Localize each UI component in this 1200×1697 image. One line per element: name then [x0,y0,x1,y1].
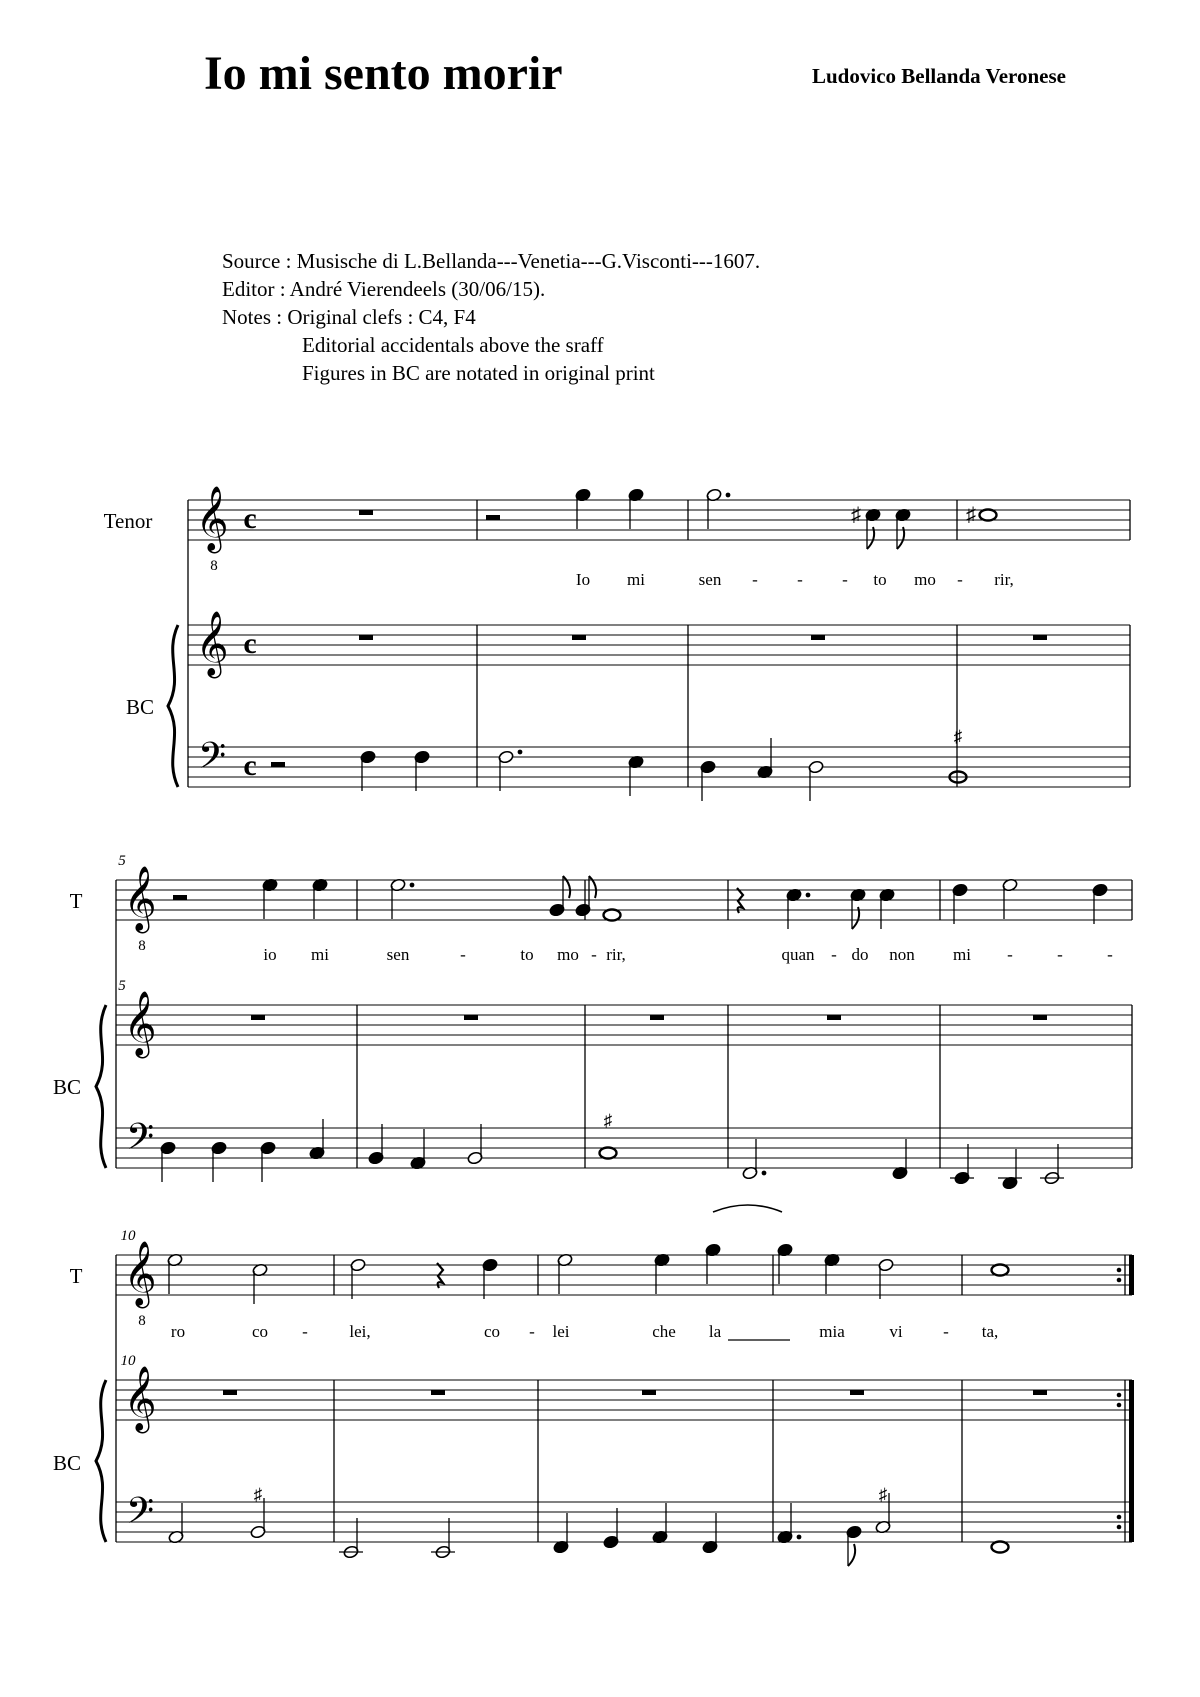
lyric-syllable: io [263,945,277,964]
note-q [757,738,773,779]
flag [848,1544,855,1566]
note-e [549,876,570,917]
final-barline [1129,1255,1134,1295]
note-h [808,760,824,801]
whole-rest [223,1390,237,1395]
notes-line-figures: Figures in BC are notated in original print [302,361,655,385]
lyric-syllable: rir, [606,945,626,964]
note-q [553,1513,569,1554]
notes-line: Notes : Original clefs : C4, F4 [222,305,476,329]
note-q [824,1253,840,1294]
half-rest [271,762,285,767]
half-rest [173,895,187,900]
lyric-syllable: ro [170,1322,186,1341]
dot [806,893,811,898]
part-label-bc: BC [125,695,155,719]
repeat-dot [1117,1278,1122,1283]
staff [116,1502,1132,1542]
lyric-syllable: - [591,945,597,964]
piece-title: Io mi sento morir [204,47,563,100]
lyric-syllable: mia [819,1322,845,1341]
measure-number: 5 [118,978,126,994]
part-label-tenor: T [69,889,83,913]
lyric-syllable: to [873,570,887,589]
lyric-syllable: lei [552,1322,570,1341]
note-q [777,1503,801,1544]
lyric-syllable: - [957,570,963,589]
lyric-syllable: - [1107,945,1113,964]
note-q [211,1141,227,1182]
staff [188,625,1130,665]
brace-icon [96,1380,106,1542]
staff [116,1380,1132,1420]
staff [116,1255,1132,1295]
lyric-syllable: sen [386,945,410,964]
lyric-syllable: mi [953,945,971,964]
note-q [262,878,278,919]
brace-icon [96,1005,106,1168]
lyric-syllable: che [652,1322,676,1341]
whole-rest [1033,1390,1047,1395]
lyric-syllable: - [529,1322,535,1341]
note-h [1040,1144,1064,1185]
note-q [309,1119,325,1160]
lyric-syllable: co [483,1322,501,1341]
dot [410,883,415,888]
note-w [992,1265,1009,1276]
note-h [339,1518,363,1559]
note-w [992,1542,1009,1553]
note-q [410,1129,426,1170]
lyric-syllable: mo [557,945,579,964]
note-q [950,1144,974,1185]
note-e [851,504,881,549]
lyric-syllable: - [302,1322,308,1341]
lyric-syllable: - [752,570,758,589]
lyric-syllable: - [842,570,848,589]
staff [188,747,1130,787]
note-q [652,1503,668,1544]
whole-rest [572,635,586,640]
note-q [998,1149,1022,1190]
part-label-tenor: Tenor [103,509,153,533]
lyric-syllable: mi [311,945,329,964]
figured-bass: ♯ [603,1111,613,1130]
lyric-syllable: - [460,945,466,964]
dot [726,493,731,498]
tie [713,1205,782,1212]
note-q [482,1258,498,1299]
repeat-dot [1117,1525,1122,1530]
lyric-syllable: - [943,1322,949,1341]
note-q [952,883,968,924]
note-h [431,1518,455,1559]
note-q [892,1139,908,1180]
staff [116,1005,1132,1045]
note-h [350,1258,366,1299]
lyric-syllable: Io [575,570,591,589]
note-q [628,755,644,796]
lyric-syllable: - [1057,945,1063,964]
note-q [160,1141,176,1182]
part-label-bc: BC [52,1451,82,1475]
note-h [878,1258,894,1299]
treble-clef-icon: 𝄞 [123,868,157,930]
whole-rest [251,1015,265,1020]
note-q [654,1253,670,1294]
note-q [628,488,644,529]
note-q [260,1141,276,1182]
notehead [992,1542,1009,1553]
measure-number: 10 [120,1228,136,1244]
whole-rest [359,635,373,640]
dot [762,1171,767,1176]
note-q [700,760,716,801]
notes-line-accidentals: Editorial accidentals above the sraff [302,333,604,357]
treble-clef-icon: 𝄞 [195,613,229,675]
note-q [786,888,810,929]
measure-number: 5 [118,853,126,869]
note-h [1002,878,1018,919]
note-q [603,1508,619,1549]
whole-rest [359,510,373,515]
lyric-syllable: non [889,945,915,964]
note-w [966,504,997,526]
notehead [600,1148,617,1159]
final-barline [1129,1380,1134,1542]
lyric-syllable: sen [698,570,722,589]
lyric-syllable: ta, [981,1322,999,1341]
lyric-syllable: vi [889,1322,903,1341]
lyric-syllable: to [520,945,534,964]
lyric-syllable: rir, [994,570,1014,589]
dot [797,1535,802,1540]
lyric-syllable: mi [627,570,645,589]
note-q [360,750,376,791]
half-rest [486,515,500,520]
editor-line: Editor : André Vierendeels (30/06/15). [222,277,546,301]
flag [563,876,570,898]
lyric-syllable: co [251,1322,269,1341]
whole-rest [650,1015,664,1020]
notehead [980,510,997,521]
note-q [879,888,895,929]
repeat-dot [1117,1393,1122,1398]
lyric-syllable: - [797,570,803,589]
whole-rest [464,1015,478,1020]
figured-bass: ♯ [878,1485,888,1504]
time-signature: c [243,502,257,535]
source-line: Source : Musische di L.Bellanda---Venetia---G.Visconti---1607. [222,249,761,273]
note-q [312,878,328,919]
note-q [414,750,430,791]
note-h [390,878,415,919]
repeat-dot [1117,1268,1122,1273]
part-label-tenor: T [69,1264,83,1288]
time-signature: c [243,627,257,660]
dot [518,750,523,755]
note-h [498,750,522,791]
flag [589,876,596,898]
note-e [895,508,911,549]
note-h [742,1139,766,1180]
note-q [702,1513,718,1554]
figured-bass: ♯ [253,1485,263,1504]
whole-rest [431,1390,445,1395]
whole-rest [850,1390,864,1395]
notehead [992,1265,1009,1276]
part-label-bc: BC [52,1075,82,1099]
bass-clef-icon: 𝄢 [125,1117,155,1166]
lyric-syllable: quan [781,945,815,964]
octave-mark: 8 [138,938,146,954]
octave-mark: 8 [210,558,218,574]
treble-clef-icon: 𝄞 [123,1243,157,1305]
note-h [250,1498,266,1539]
note-h [168,1503,184,1544]
whole-rest [1033,635,1047,640]
whole-rest [827,1015,841,1020]
bass-clef-icon: 𝄢 [125,1491,155,1540]
note-e [850,888,866,929]
note-q [575,488,591,529]
composer-name: Ludovico Bellanda Veronese [812,64,1066,88]
lyric-syllable: la [708,1322,722,1341]
treble-clef-icon: 𝄞 [123,1368,157,1430]
whole-rest [811,635,825,640]
note-q [1092,883,1108,924]
lyric-syllable: - [831,945,837,964]
sharp-accidental: ♯ [966,504,976,526]
note-h [557,1253,573,1294]
note-h [252,1263,268,1304]
repeat-dot [1117,1403,1122,1408]
treble-clef-icon: 𝄞 [123,993,157,1055]
note-q [777,1243,793,1284]
lyric-syllable: - [1007,945,1013,964]
brace-icon [168,625,178,787]
bass-clef-icon: 𝄢 [197,736,227,785]
notehead [604,910,621,921]
sharp-accidental: ♯ [851,504,861,526]
note-q [705,1243,721,1284]
note-h [467,1124,483,1165]
lyric-syllable: lei, [349,1322,371,1341]
note-q [368,1124,384,1165]
lyric-syllable: do [851,945,869,964]
whole-rest [1033,1015,1047,1020]
repeat-dot [1117,1515,1122,1520]
note-h [706,488,730,529]
note-h [167,1253,183,1294]
whole-rest [642,1390,656,1395]
lyric-syllable: mo [914,570,936,589]
note-w [600,1148,617,1159]
octave-mark: 8 [138,1313,146,1329]
note-w [604,910,621,921]
time-signature: c [243,749,257,782]
treble-clef-icon: 𝄞 [195,488,229,550]
note-e [846,1525,862,1566]
measure-number: 10 [120,1353,136,1369]
figured-bass: ♯ [953,727,963,746]
